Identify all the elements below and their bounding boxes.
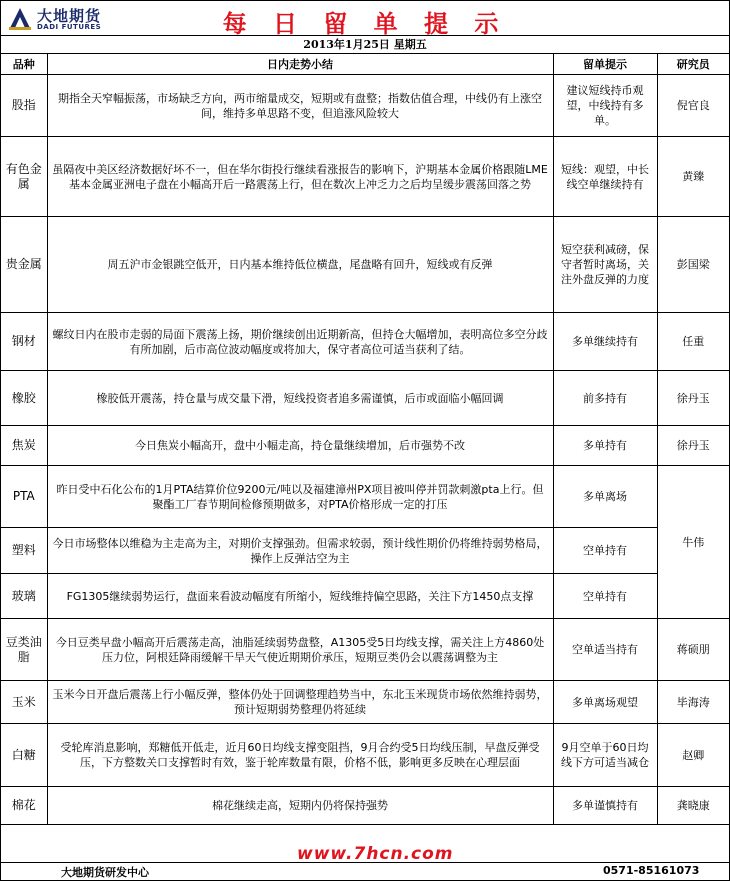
- variety-cell: 白糖: [1, 724, 47, 787]
- table-row: [1, 217, 729, 313]
- table-row: [1, 681, 729, 724]
- table-row: [1, 371, 729, 426]
- analyst-cell: 黄臻: [657, 137, 729, 217]
- variety-cell: 塑料: [1, 528, 47, 574]
- tip-cell: 多单离场观望: [553, 681, 657, 724]
- date-line: 2013年1月25日 星期五: [1, 36, 729, 54]
- table-row: [1, 75, 729, 137]
- analyst-cell: 赵卿: [657, 724, 729, 787]
- summary-cell: 橡胶低开震荡，持仓量与成交量下滑，短线投资者追多需谨慎，后市或面临小幅回调: [47, 371, 553, 426]
- tip-cell: 空单持有: [553, 528, 657, 574]
- column-header: 研究员: [657, 54, 729, 75]
- watermark: www.7hcn.com: [297, 844, 454, 864]
- column-header: 品种: [1, 54, 47, 75]
- summary-cell: 期指全天窄幅振荡，市场缺乏方向，两市缩量成交，短期或有盘整；指数估值合理，中线仍有上涨空间，维持多单思路不变，但追涨风险较大: [47, 75, 553, 137]
- summary-cell: 今日焦炭小幅高开，盘中小幅走高，持仓量继续增加，后市强势不改: [47, 426, 553, 466]
- page-title: 每 日 留 单 提 示: [222, 9, 508, 38]
- table-row: [1, 619, 729, 681]
- variety-cell: 焦炭: [1, 426, 47, 466]
- variety-cell: 橡胶: [1, 371, 47, 426]
- analyst-cell: 牛伟: [657, 466, 729, 619]
- table-row: [1, 466, 729, 528]
- tip-cell: 短空获利减磅，保守者暂时离场，关注外盘反弹的力度: [553, 217, 657, 313]
- tip-cell: 空单持有: [553, 574, 657, 619]
- footer-org: 大地期货研发中心: [61, 866, 149, 879]
- analyst-cell: 任重: [657, 313, 729, 371]
- summary-cell: 棉花继续走高，短期内仍将保持强势: [47, 787, 553, 825]
- table-row: [1, 724, 729, 787]
- summary-cell: 玉米今日开盘后震荡上行小幅反弹，整体仍处于回调整理趋势当中，东北玉米现货市场依然维持弱势，预计短期弱势整理仍将延续: [47, 681, 553, 724]
- table-header-row: [1, 54, 729, 75]
- variety-cell: 有色金属: [1, 137, 47, 217]
- summary-cell: 虽隔夜中美区经济数据好坏不一，但在华尔街投行继续看涨报告的影响下，沪期基本金属价格跟随LME基本金属亚洲电子盘在小幅高开后一路震荡上行，但在数次上冲乏力之后均呈缓步震荡回落之势: [47, 137, 553, 217]
- tip-cell: 9月空单于60日均线下方可适当减仓: [553, 724, 657, 787]
- tip-cell: 多单持有: [553, 426, 657, 466]
- variety-cell: 贵金属: [1, 217, 47, 313]
- analyst-cell: 倪官良: [657, 75, 729, 137]
- variety-cell: 棉花: [1, 787, 47, 825]
- variety-cell: 玉米: [1, 681, 47, 724]
- variety-cell: PTA: [1, 466, 47, 528]
- table-row: [1, 528, 729, 574]
- summary-cell: 今日豆类早盘小幅高开后震荡走高，油脂延续弱势盘整，A1305受5日均线支撑，需关注上方4860处压力位，阿根廷降雨缓解干旱天气使近期期价承压，短期豆类仍会以震荡调整为主: [47, 619, 553, 681]
- column-header: 留单提示: [553, 54, 657, 75]
- tip-cell: 空单适当持有: [553, 619, 657, 681]
- tip-cell: 建议短线持币观望，中线持有多单。: [553, 75, 657, 137]
- logo-en-text: DADI FUTURES: [37, 23, 102, 31]
- summary-cell: FG1305继续弱势运行，盘面来看波动幅度有所缩小，短线维持偏空思路，关注下方1450点支撑: [47, 574, 553, 619]
- analyst-cell: 蒋硕朋: [657, 619, 729, 681]
- header: [1, 1, 729, 36]
- analyst-cell: 毕海涛: [657, 681, 729, 724]
- footer: [1, 844, 729, 880]
- table-row: [1, 137, 729, 217]
- table-row: [1, 313, 729, 371]
- table-body: [1, 75, 729, 825]
- analyst-cell: 徐丹玉: [657, 426, 729, 466]
- table-row: [1, 787, 729, 825]
- variety-cell: 玻璃: [1, 574, 47, 619]
- table-row: [1, 574, 729, 619]
- tip-cell: 短线：观望，中长线空单继续持有: [553, 137, 657, 217]
- variety-cell: 钢材: [1, 313, 47, 371]
- logo-cn-text: 大地期货: [37, 7, 102, 25]
- tip-cell: 多单继续持有: [553, 313, 657, 371]
- analyst-cell: 龚晓康: [657, 787, 729, 825]
- position-table: [1, 54, 729, 825]
- variety-cell: 豆类油脂: [1, 619, 47, 681]
- tip-cell: 前多持有: [553, 371, 657, 426]
- summary-cell: 受轮库消息影响，郑糖低开低走，近月60日均线支撑变阻挡，9月合约受5日均线压制，早盘反弹受压，下方整数关口支撑暂时有效，鉴于轮库数量有限，价格不低，影响更多反映在心理层面: [47, 724, 553, 787]
- tip-cell: 多单离场: [553, 466, 657, 528]
- variety-cell: 股指: [1, 75, 47, 137]
- footer-divider: [1, 862, 729, 863]
- summary-cell: 螺纹日内在股市走弱的局面下震荡上扬，期价继续创出近期新高，但持仓大幅增加，表明高位多空分歧有所加剧，后市高位波动幅度或将加大，保守者高位可适当获利了结。: [47, 313, 553, 371]
- table-row: [1, 426, 729, 466]
- analyst-cell: 彭国梁: [657, 217, 729, 313]
- analyst-cell: 徐丹玉: [657, 371, 729, 426]
- column-header: 日内走势小结: [47, 54, 553, 75]
- tip-cell: 多单谨慎持有: [553, 787, 657, 825]
- summary-cell: 周五沪市金银跳空低开，日内基本维持低位横盘，尾盘略有回升，短线或有反弹: [47, 217, 553, 313]
- summary-cell: 昨日受中石化公布的1月PTA结算价位9200元/吨以及福建漳州PX项目被叫停并罚款刺激pta上行。但聚酯工厂春节期间检修预期做多，对PTA价格形成一定的打压: [47, 466, 553, 528]
- footer-phone: 0571-85161073: [603, 864, 700, 877]
- summary-cell: 今日市场整体以维稳为主走高为主，对期价支撑强劲。但需求较弱，预计线性期价仍将维持弱势格局，操作上反弹沽空为主: [47, 528, 553, 574]
